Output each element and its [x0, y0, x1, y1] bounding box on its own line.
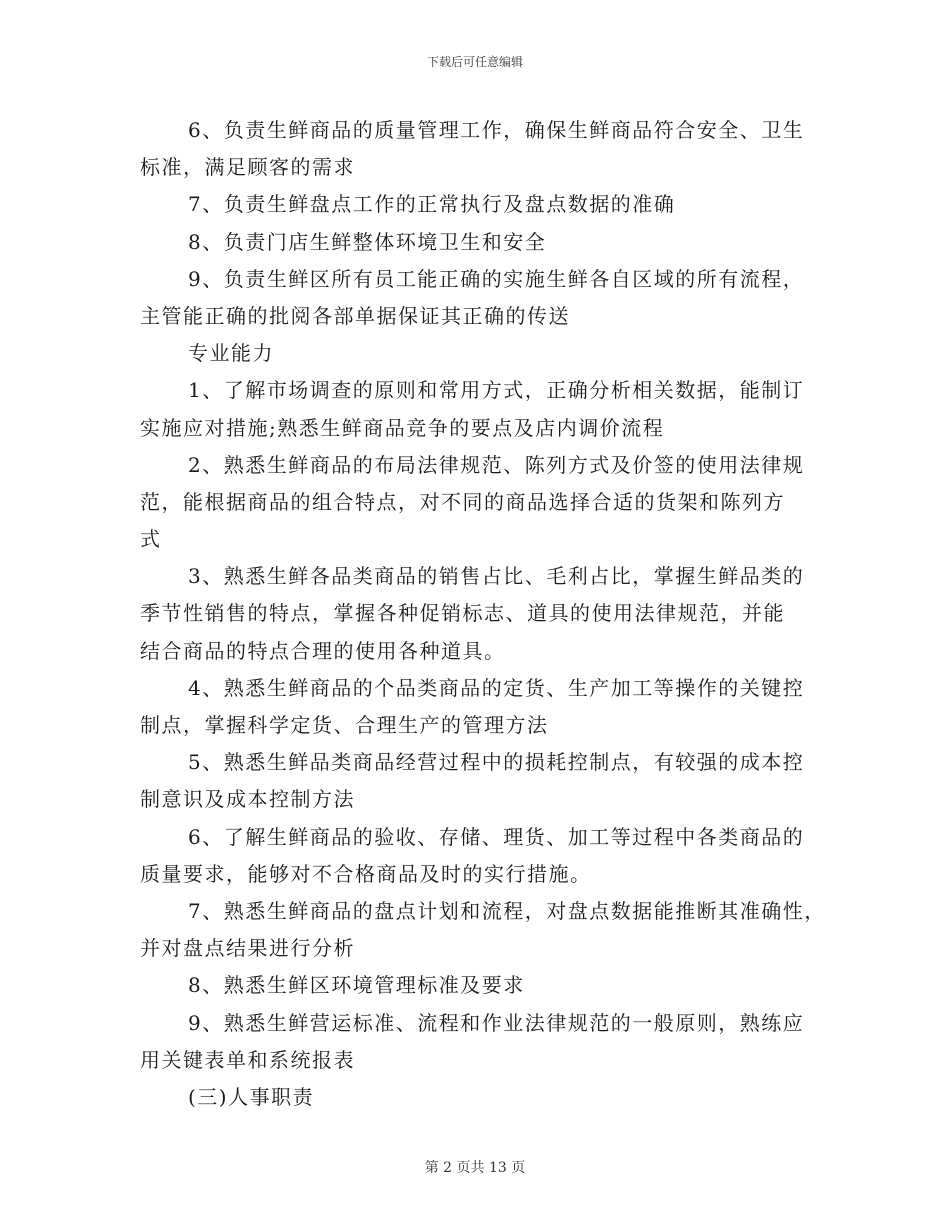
text-line: 6、负责生鲜商品的质量管理工作，确保生鲜商品符合安全、卫生	[188, 118, 805, 142]
text-line: 4、熟悉生鲜商品的个品类商品的定货、生产加工等操作的关键控	[188, 675, 805, 700]
text-line: 3、熟悉生鲜各品类商品的销售占比、毛利占比，掌握生鲜品类的	[188, 564, 805, 589]
text-line: 用关键表单和系统报表	[140, 1047, 355, 1072]
text-line: 季节性销售的特点，掌握各种促销标志、道具的使用法律规范，并能	[140, 601, 785, 626]
section-heading: 专业能力	[188, 341, 274, 366]
text-line: 2、熟悉生鲜商品的布局法律规范、陈列方式及价签的使用法律规	[188, 452, 805, 477]
page-header: 下载后可任意编辑	[426, 55, 523, 69]
text-line: 8、熟悉生鲜区环境管理标准及要求	[188, 973, 525, 998]
text-line: 7、熟悉生鲜商品的盘点计划和流程，对盘点数据能推断其准确性，	[188, 898, 826, 923]
text-line: 并对盘点结果进行分析	[140, 936, 355, 961]
text-line: 9、负责生鲜区所有员工能正确的实施生鲜各自区域的所有流程，	[188, 266, 805, 291]
text-line: 9、熟悉生鲜营运标准、流程和作业法律规范的一般原则，熟练应	[188, 1010, 805, 1035]
text-line: 实施应对措施;熟悉生鲜商品竞争的要点及店内调价流程	[140, 415, 665, 440]
text-line: 结合商品的特点合理的使用各种道具。	[140, 638, 506, 663]
text-line: 式	[140, 527, 162, 552]
text-line: 主管能正确的批阅各部单据保证其正确的传送	[140, 303, 570, 328]
text-line: 制点，掌握科学定货、合理生产的管理方法	[140, 713, 549, 737]
text-line: 1、了解市场调查的原则和常用方式，正确分析相关数据，能制订	[188, 378, 805, 403]
text-line: 质量要求，能够对不合格商品及时的实行措施。	[140, 861, 592, 886]
text-line: 5、熟悉生鲜品类商品经营过程中的损耗控制点，有较强的成本控	[188, 750, 805, 775]
text-line: 7、负责生鲜盘点工作的正常执行及盘点数据的准确	[188, 192, 676, 217]
text-line: 6、了解生鲜商品的验收、存储、理货、加工等过程中各类商品的	[188, 824, 805, 849]
text-line: 8、负责门店生鲜整体环境卫生和安全	[188, 229, 547, 254]
section-heading: (三)人事职责	[188, 1084, 315, 1109]
text-line: 制意识及成本控制方法	[140, 787, 355, 812]
text-line: 标准，满足顾客的需求	[140, 155, 355, 180]
document-body	[140, 112, 826, 1116]
text-line: 范，能根据商品的组合特点，对不同的商品选择合适的货架和陈列方	[140, 489, 785, 514]
page-footer: 第 2 页共 13 页	[424, 1160, 526, 1176]
